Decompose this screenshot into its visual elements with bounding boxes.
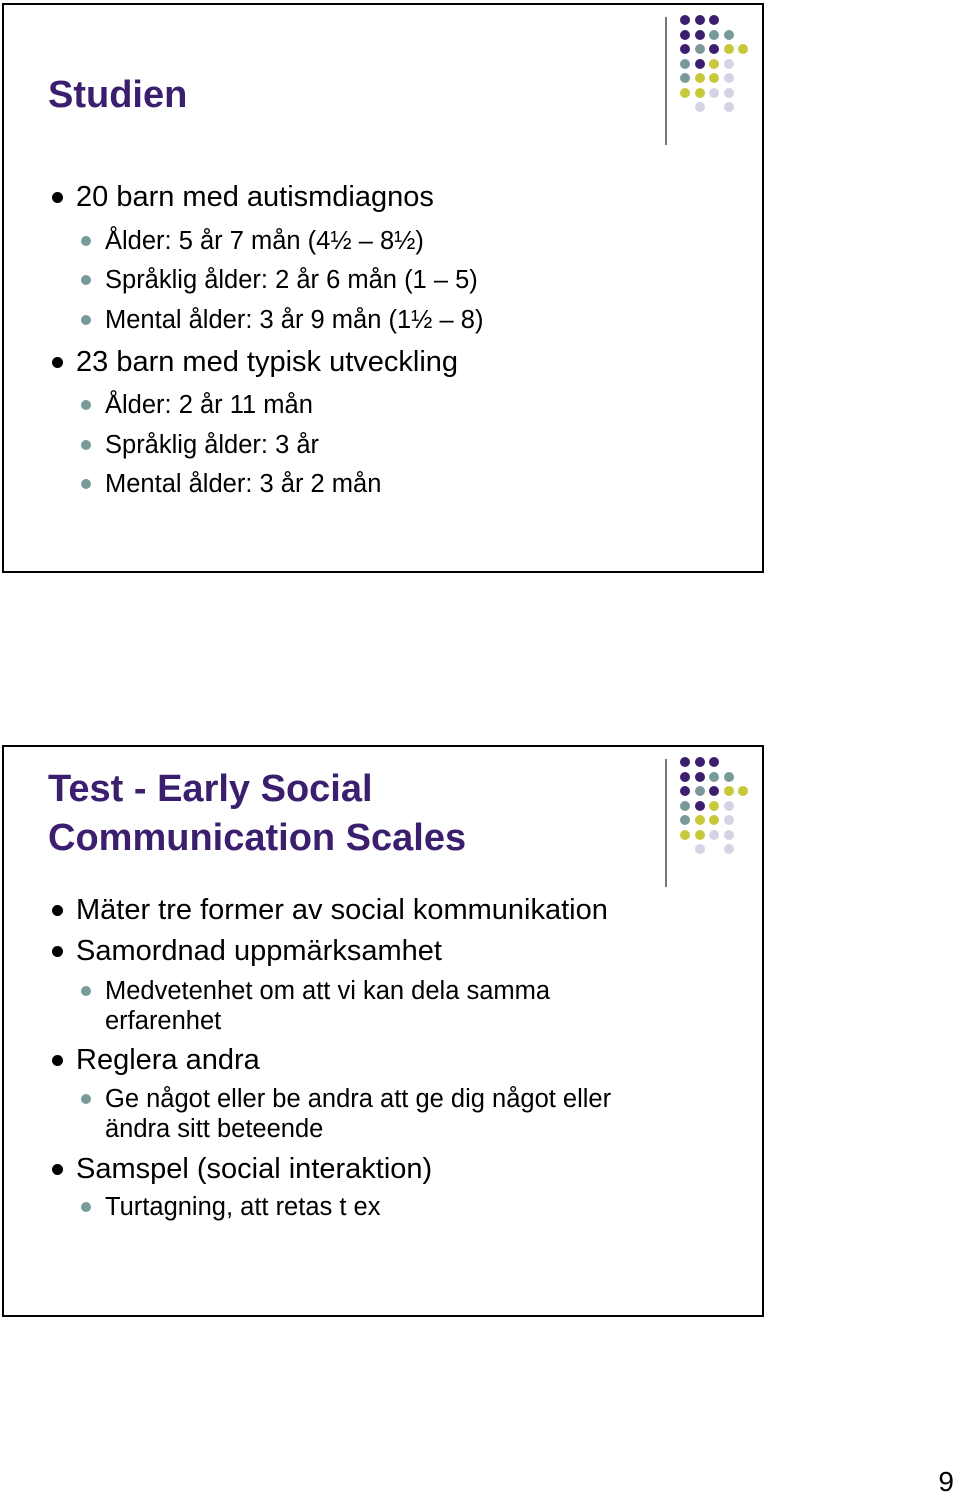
decorative-dot [709,44,719,54]
sub-bullet-item [105,265,478,295]
decorative-dot [695,15,705,25]
decorative-dot [695,88,705,98]
divider-line [665,759,667,887]
decorative-dot [680,815,690,825]
decorative-dot [724,772,734,782]
sub-bullet-item [105,430,319,460]
decorative-dot [695,830,705,840]
decorative-dot [695,102,705,112]
decorative-dot [724,815,734,825]
slide-studien [2,3,764,573]
sub-bullet-text: Ålder: 5 år 7 mån (4½ – 8½) [105,227,424,255]
sub-bullet-item [105,469,381,499]
decorative-dot [709,88,719,98]
sub-bullet-item [105,390,313,420]
sub-bullet-icon [81,400,91,410]
decorative-dot-grid [680,15,764,125]
decorative-dot [695,73,705,83]
decorative-dot [680,59,690,69]
decorative-dot [724,801,734,811]
page-number: 9 [938,1466,954,1497]
decorative-dot [680,772,690,782]
bullet-item [76,893,608,927]
decorative-dot [709,801,719,811]
divider-line [665,17,667,145]
sub-bullet-item [105,1192,380,1222]
decorative-dot [724,102,734,112]
sub-bullet-text: Turtagning, att retas t ex [105,1193,381,1221]
sub-bullet-icon [81,275,91,285]
sub-bullet-icon [81,315,91,325]
bullet-icon [52,1055,63,1066]
sub-bullet-icon [81,236,91,246]
decorative-dot [695,801,705,811]
bullet-text: Samspel (social interaktion) [76,1153,433,1185]
decorative-dot [724,88,734,98]
decorative-dot [695,772,705,782]
bullet-text: Mäter tre former av social kommunikation [76,894,608,926]
sub-bullet-icon [81,1094,91,1104]
decorative-dot [709,815,719,825]
sub-bullet-icon [81,986,91,996]
sub-bullet-item [105,305,483,335]
decorative-dot [680,801,690,811]
decorative-dot [695,815,705,825]
bullet-item [76,180,434,214]
sub-bullet-item [105,1084,665,1144]
bullet-text: Samordnad uppmärksamhet [76,935,442,967]
decorative-dot [695,757,705,767]
decorative-dot [709,30,719,40]
decorative-dot [680,73,690,83]
bullet-icon [52,946,63,957]
decorative-dot [695,844,705,854]
decorative-dot [709,15,719,25]
decorative-dot [709,59,719,69]
decorative-dot [738,44,748,54]
bullet-icon [52,905,63,916]
sub-bullet-item [105,226,424,256]
decorative-dot [680,30,690,40]
bullet-item [76,345,458,379]
sub-bullet-icon [81,440,91,450]
bullet-text: 20 barn med autismdiagnos [76,181,434,213]
bullet-icon [52,357,63,368]
bullet-item [76,1152,432,1186]
decorative-dot [709,830,719,840]
decorative-dot [724,786,734,796]
bullet-icon [52,192,63,203]
decorative-dot [709,772,719,782]
sub-bullet-text: Medvetenhet om att vi kan dela samma erfarenhet [105,977,551,1035]
decorative-dot [724,830,734,840]
slide-title [48,765,568,863]
sub-bullet-text: Ålder: 2 år 11 mån [105,391,313,419]
decorative-dot [680,88,690,98]
sub-bullet-text: Språklig ålder: 3 år [105,431,320,459]
decorative-dot-grid [680,757,764,867]
decorative-dot [695,786,705,796]
sub-bullet-text: Språklig ålder: 2 år 6 mån (1 – 5) [105,266,478,294]
slide-esc-scales [2,745,764,1317]
slide-title: Studien [48,74,188,116]
decorative-dot [680,15,690,25]
sub-bullet-icon [81,1202,91,1212]
bullet-item [76,1043,260,1077]
bullet-text: 23 barn med typisk utveckling [76,346,459,378]
sub-bullet-item [105,976,605,1036]
decorative-dot [724,44,734,54]
decorative-dot [709,786,719,796]
sub-bullet-text: Mental ålder: 3 år 9 mån (1½ – 8) [105,306,484,334]
decorative-dot [709,73,719,83]
decorative-dot [738,786,748,796]
decorative-dot [709,757,719,767]
bullet-icon [52,1164,63,1175]
decorative-dot [724,844,734,854]
decorative-dot [695,44,705,54]
decorative-dot [695,59,705,69]
bullet-text: Reglera andra [76,1044,260,1076]
decorative-dot [680,757,690,767]
sub-bullet-text: Mental ålder: 3 år 2 mån [105,470,382,498]
slide-title-text: Test - Early Social Communication Scales [48,768,467,859]
sub-bullet-icon [81,479,91,489]
decorative-dot [680,786,690,796]
sub-bullet-text: Ge något eller be andra att ge dig något eller ändra sitt beteende [105,1085,612,1143]
decorative-dot [724,59,734,69]
decorative-dot [724,30,734,40]
decorative-dot [724,73,734,83]
decorative-dot [695,30,705,40]
decorative-dot [680,830,690,840]
decorative-dot [680,44,690,54]
bullet-item [76,934,442,968]
